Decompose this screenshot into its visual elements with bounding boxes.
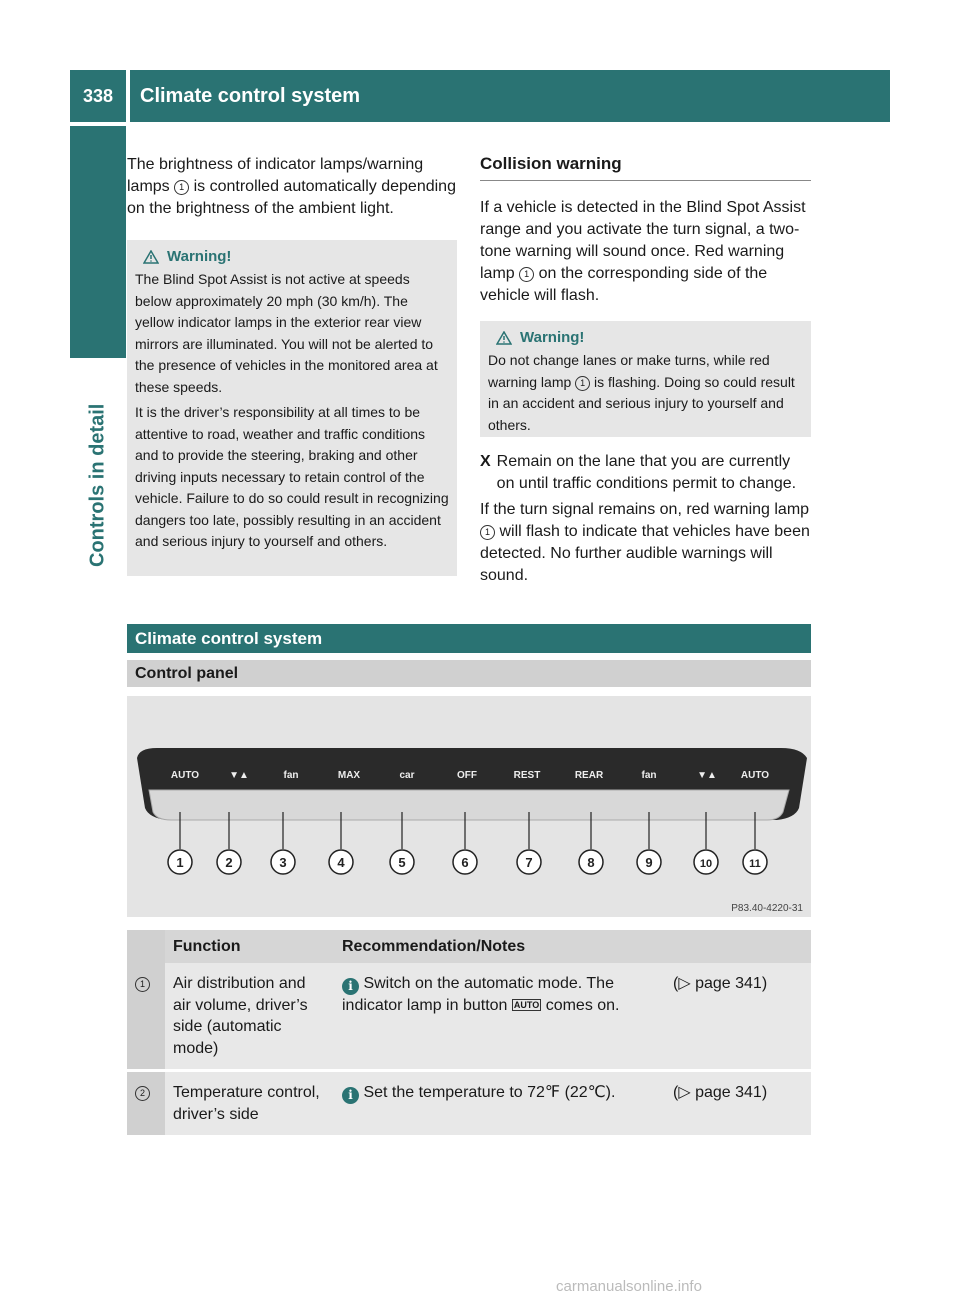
callout-number-label: 10 bbox=[699, 858, 713, 870]
row-page-ref: (▷ page 341) bbox=[665, 1071, 811, 1136]
page-number: 338 bbox=[70, 70, 126, 122]
warning-title: Warning! bbox=[488, 329, 803, 346]
callout-number-label: 6 bbox=[461, 855, 469, 870]
intro-paragraph: The brightness of indicator lamps/warning lamps 1 is controlled automatically depending on the brightness of the ambient light. bbox=[127, 156, 456, 217]
ref-code: P83.40-4220-31 bbox=[731, 903, 803, 914]
instruction-step: X Remain on the lane that you are currently on until traffic conditions permit to change. bbox=[480, 451, 811, 495]
row-number: 1 bbox=[135, 977, 150, 992]
callout-number-label: 2 bbox=[225, 855, 233, 870]
row-function: Air distribution and air volume, driver’s side (automatic mode) bbox=[165, 963, 334, 1071]
panel-button-label: REAR bbox=[574, 770, 604, 781]
warning-box-right bbox=[480, 321, 811, 437]
right-column bbox=[480, 154, 811, 587]
row-function: Temperature control, driver’s side bbox=[165, 1071, 334, 1136]
panel-button-label: car bbox=[399, 770, 415, 781]
table-row bbox=[127, 1071, 811, 1136]
side-tab-label: Controls in detail bbox=[86, 403, 109, 567]
callout-number-label: 4 bbox=[337, 855, 345, 870]
panel-button-label: AUTO bbox=[740, 770, 770, 781]
panel-button-label: MAX bbox=[337, 770, 361, 781]
callout-number-label: 9 bbox=[645, 855, 653, 870]
warning-triangle-icon bbox=[143, 250, 159, 264]
panel-button-label: fan bbox=[283, 770, 299, 781]
step-arrow-icon: X bbox=[480, 453, 491, 470]
callout-number: 1 bbox=[174, 180, 189, 195]
side-tab-block bbox=[70, 126, 126, 358]
callout-number-label: 11 bbox=[749, 858, 761, 870]
table-row bbox=[127, 963, 811, 1071]
panel-button-label: AUTO bbox=[170, 770, 200, 781]
callout-number: 1 bbox=[575, 376, 590, 391]
control-panel-svg bbox=[127, 696, 811, 917]
collision-warning-heading: Collision warning bbox=[480, 154, 811, 181]
panel-button-label: OFF bbox=[457, 770, 477, 781]
section-title: Climate control system bbox=[127, 624, 811, 653]
row-notes: i Switch on the automatic mode. The indicator lamp in button AUTO comes on. bbox=[334, 963, 665, 1071]
info-icon: i bbox=[342, 978, 359, 995]
panel-button-label: ▼▲ bbox=[697, 770, 717, 781]
turn-signal-paragraph: If the turn signal remains on, red warning lamp 1 will flash to indicate that vehicles have been detected. No further audible warnings will sound. bbox=[480, 501, 810, 584]
panel-button-label: REST bbox=[513, 770, 541, 781]
callout-number-label: 5 bbox=[398, 855, 406, 870]
warning-box bbox=[127, 240, 457, 576]
callout-number-label: 1 bbox=[176, 855, 184, 870]
warning-paragraph-1: The Blind Spot Assist is not active at speeds below approximately 20 mph (30 km/h). The yellow indicator lamps in the exterior rear view mirrors are illuminated. You will not be alerted to the presence of vehicles in the monitored area at these speeds. bbox=[135, 271, 438, 395]
callout-number-label: 3 bbox=[279, 855, 287, 870]
callout-number: 1 bbox=[519, 267, 534, 282]
control-panel-illustration bbox=[127, 696, 811, 917]
watermark: carmanualsonline.info bbox=[556, 1278, 702, 1295]
callout-number-label: 7 bbox=[525, 855, 533, 870]
callout-number: 1 bbox=[480, 525, 495, 540]
left-column bbox=[127, 154, 457, 576]
row-number: 2 bbox=[135, 1086, 150, 1101]
row-page-ref: (▷ page 341) bbox=[665, 963, 811, 1071]
table-header-function: Function bbox=[165, 930, 334, 963]
panel-button-label: fan bbox=[641, 770, 657, 781]
table-header-ref bbox=[665, 930, 811, 963]
collision-paragraph: If a vehicle is detected in the Blind Spot Assist range and you activate the turn signal, a two-tone warning will sound once. Red warning lamp 1 on the corresponding side of the vehicle will flash. bbox=[480, 199, 806, 304]
table-header-number bbox=[127, 930, 165, 963]
page-header-title: Climate control system bbox=[130, 70, 890, 122]
row-notes: i Set the temperature to 72℉ (22℃). bbox=[334, 1071, 665, 1136]
table-header-notes: Recommendation/Notes bbox=[334, 930, 665, 963]
info-icon: i bbox=[342, 1087, 359, 1104]
function-table bbox=[127, 930, 811, 1135]
warning-paragraph: Do not change lanes or make turns, while red warning lamp 1 is flashing. Doing so could result in an accident and serious injury to yourself and others. bbox=[488, 352, 795, 433]
warning-title: Warning! bbox=[135, 248, 449, 265]
warning-triangle-icon bbox=[496, 331, 512, 345]
section-subtitle: Control panel bbox=[127, 660, 811, 687]
warning-paragraph-2: It is the driver’s responsibility at all times to be attentive to road, weather and traffic conditions and to provide the steering, braking and other driving inputs necessary to retain control of the vehicle. Failure to do so could result in recognizing dangers too late, possibly resulting in an accident and serious injury to yourself and others. bbox=[135, 404, 449, 549]
callout-number-label: 8 bbox=[587, 855, 595, 870]
panel-button-label: ▼▲ bbox=[229, 770, 249, 781]
auto-button-icon: AUTO bbox=[513, 1000, 540, 1011]
